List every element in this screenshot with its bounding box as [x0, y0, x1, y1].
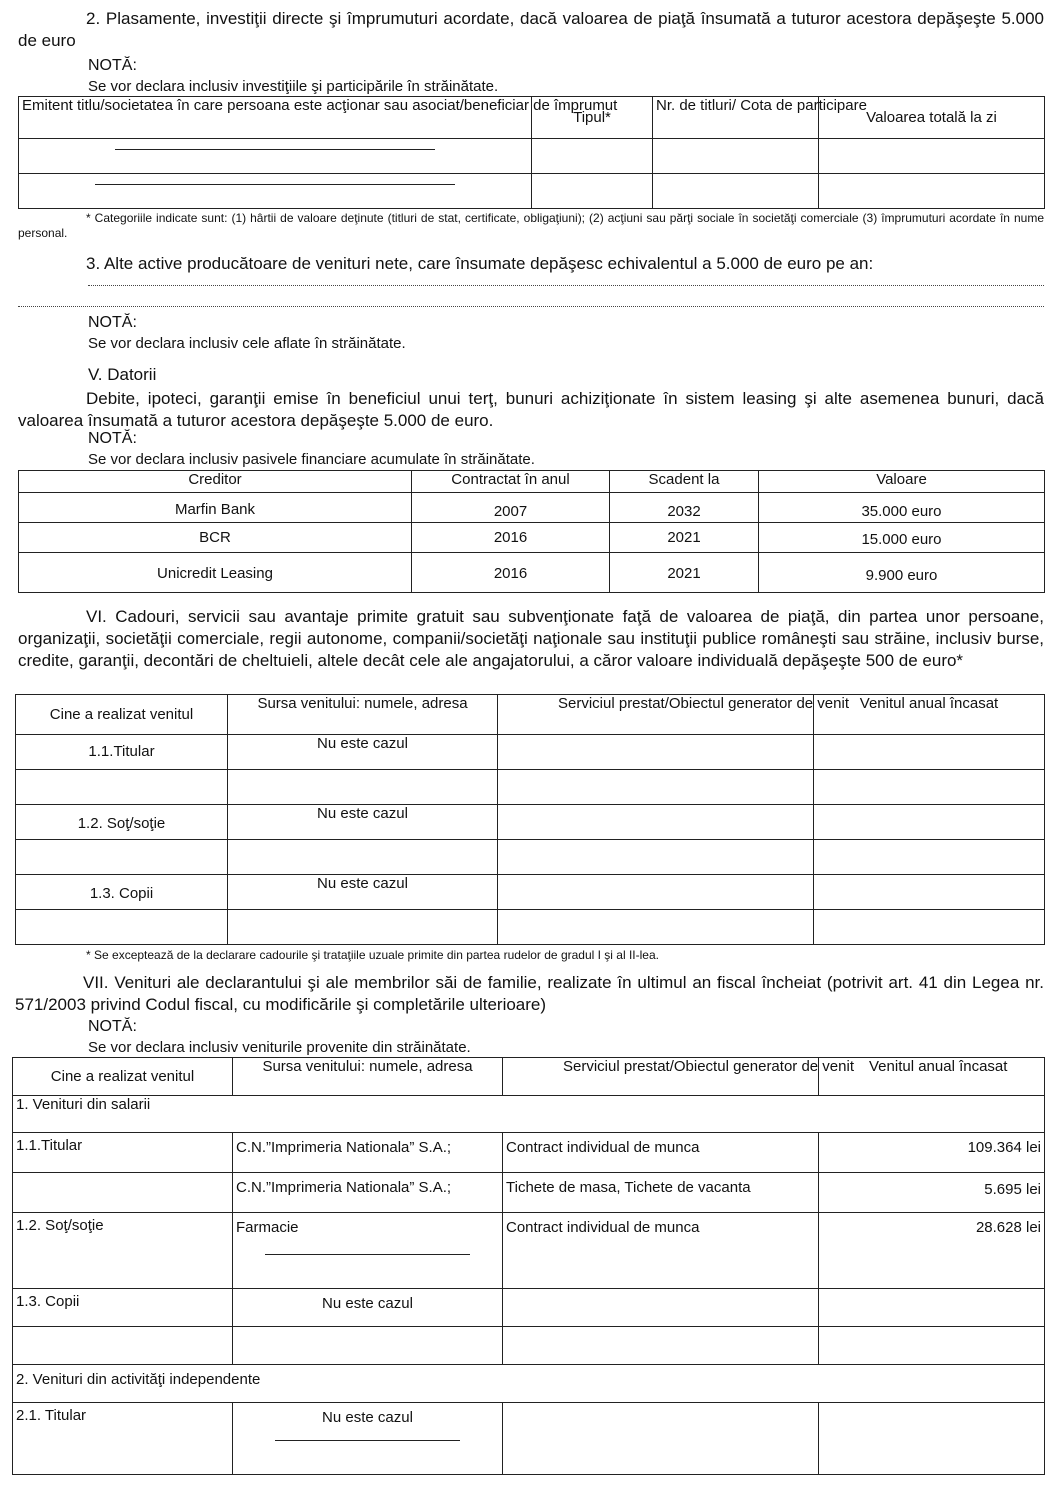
- table-row: [19, 174, 1045, 209]
- section2-nota-text: Se vor declara inclusiv investiţiile şi participările în străinătate.: [88, 78, 499, 95]
- section7-nota-text: Se vor declara inclusiv veniturile provenite din străinătate.: [88, 1039, 471, 1056]
- col-header-income: Venitul anual încasat: [819, 1058, 1045, 1096]
- blank-line: [265, 1254, 470, 1255]
- service-cell: Contract individual de munca: [503, 1133, 819, 1173]
- table-header-row: [16, 695, 1045, 735]
- section6-text: VI. Cadouri, servicii sau avantaje primite gratuit sau subvenţionate faţă de valoarea de piaţă, din partea unor persoane, organizaţii, societăţii comerciale, regii autonome, companii/societăţi naţionale sau instituţii publice româneşti sau străine, inclusiv burse, credite, garanţii, decontări de cheltuieli, altele decât cele ale angajatorului, a căror valoare individuală depăşeşte 500 de euro*: [18, 607, 1044, 670]
- table-cell: [228, 770, 498, 805]
- group-row-independent: [13, 1365, 1045, 1403]
- amount-cell: 109.364 lei: [819, 1133, 1045, 1173]
- table-cell: [233, 1327, 503, 1365]
- table-cell: [19, 139, 532, 174]
- table-row: [19, 493, 1045, 523]
- table-cell: [498, 910, 814, 945]
- blank-line: [115, 149, 435, 150]
- amount-cell: 15.000 euro: [759, 523, 1045, 553]
- section2-heading: 2. Plasamente, investiţii directe şi împrumuturi acordate, dacă valoarea de piaţă însumată a tuturor acestora depăşeşte 5.000 de euro: [18, 9, 1044, 50]
- table-cell: [814, 770, 1045, 805]
- section7-nota-label: NOTĂ:: [88, 1018, 137, 1035]
- dotted-line: [18, 306, 1044, 307]
- table-row: [13, 1133, 1045, 1173]
- col-header-type: Tipul*: [532, 97, 653, 139]
- debts-table: [18, 470, 1045, 593]
- group-label: 2. Venituri din activităţi independente: [13, 1365, 1045, 1403]
- who-cell: 2.1. Titular: [13, 1403, 233, 1475]
- table-cell: [814, 735, 1045, 770]
- col-header-value: Valoarea totală la zi: [819, 97, 1045, 139]
- section2-footnote: * Categoriile indicate sunt: (1) hârtii de valoare deţinute (titluri de stat, certificate, obligaţiuni); (2) acţiuni sau părţi sociale în societăţi comerciale (3) împrumuturi acordate în nume personal.: [18, 211, 1044, 240]
- table-cell: [498, 875, 814, 910]
- service-cell: Tichete de masa, Tichete de vacanta: [503, 1173, 819, 1213]
- table-row: [13, 1403, 1045, 1475]
- dotted-line: [88, 285, 1044, 286]
- table-row: [13, 1173, 1045, 1213]
- section3-nota-text: Se vor declara inclusiv cele aflate în străinătate.: [88, 335, 406, 352]
- due-cell: 2021: [610, 553, 759, 593]
- section5-nota-text: Se vor declara inclusiv pasivele financiare acumulate în străinătate.: [88, 451, 535, 468]
- table-row: [16, 840, 1045, 875]
- amount-cell: 28.628 lei: [819, 1213, 1045, 1289]
- section3-heading: 3. Alte active producătoare de venituri nete, care însumate depăşesc echivalentul a 5.000 de euro pe an:: [86, 254, 874, 273]
- who-cell: 1.2. Soţ/soţie: [13, 1213, 233, 1289]
- source-cell: Nu este cazul: [228, 805, 498, 840]
- table-row: [16, 875, 1045, 910]
- col-header-shares: Nr. de titluri/ Cota de participare: [653, 97, 819, 139]
- who-cell: 1.3. Copii: [13, 1289, 233, 1327]
- who-cell: 1.1.Titular: [13, 1133, 233, 1173]
- col-header-creditor: Creditor: [19, 471, 412, 493]
- table-row: [16, 770, 1045, 805]
- table-cell: [814, 805, 1045, 840]
- section5-nota-label: NOTĂ:: [88, 430, 137, 447]
- amount-cell: 9.900 euro: [759, 553, 1045, 593]
- creditor-cell: Unicredit Leasing: [19, 553, 412, 593]
- blank-line: [95, 184, 455, 185]
- table-cell: [19, 174, 532, 209]
- col-header-service: Serviciul prestat/Obiectul generator de venit: [503, 1058, 819, 1096]
- table-cell: [532, 139, 653, 174]
- service-cell: Contract individual de munca: [503, 1213, 819, 1289]
- income-table: [12, 1057, 1045, 1475]
- section2-nota-label: NOTĂ:: [88, 57, 137, 74]
- table-cell: [498, 770, 814, 805]
- source-cell: C.N.”Imprimeria Nationala” S.A.;: [233, 1173, 503, 1213]
- table-cell: [653, 174, 819, 209]
- source-cell: Nu este cazul: [228, 875, 498, 910]
- who-cell: 1.1.Titular: [16, 735, 228, 770]
- col-header-who: Cine a realizat venitul: [13, 1058, 233, 1096]
- table-row: [13, 1327, 1045, 1365]
- section7-text: VII. Venituri ale declarantului şi ale membrilor săi de familie, realizate în ultimul an fiscal încheiat (potrivit art. 41 din Legea nr. 571/2003 privind Codul fiscal, cu modificările şi completările ulterioare): [15, 973, 1044, 1014]
- creditor-cell: BCR: [19, 523, 412, 553]
- year-cell: 2016: [412, 553, 610, 593]
- group-row-salaries: [13, 1096, 1045, 1133]
- due-cell: 2032: [610, 493, 759, 523]
- source-cell: Nu este cazul: [233, 1289, 503, 1327]
- table-row: [16, 910, 1045, 945]
- table-row: [19, 139, 1045, 174]
- table-cell: [819, 1403, 1045, 1475]
- table-row: [16, 805, 1045, 840]
- table-header-row: [13, 1058, 1045, 1096]
- table-header-row: [19, 471, 1045, 493]
- col-header-year: Contractat în anul: [412, 471, 610, 493]
- col-header-due: Scadent la: [610, 471, 759, 493]
- col-header-income: Venitul anual încasat: [814, 695, 1045, 735]
- blank-line: [275, 1440, 460, 1441]
- table-header-row: [19, 97, 1045, 139]
- source-text: Nu este cazul: [322, 1409, 413, 1426]
- investments-table: [18, 96, 1045, 209]
- table-cell: [532, 174, 653, 209]
- table-cell: [814, 910, 1045, 945]
- source-cell: Nu este cazul: [228, 735, 498, 770]
- table-cell: [228, 910, 498, 945]
- table-row: [19, 553, 1045, 593]
- source-cell: C.N.”Imprimeria Nationala” S.A.;: [233, 1133, 503, 1173]
- section6-footnote: * Se exceptează de la declarare cadourile şi trataţiile uzuale primite din partea rudelor de gradul I şi al II-lea.: [86, 948, 659, 962]
- table-row: [13, 1213, 1045, 1289]
- col-header-service: Serviciul prestat/Obiectul generator de venit: [498, 695, 814, 735]
- who-cell: 1.2. Soţ/soţie: [16, 805, 228, 840]
- col-header-amount: Valoare: [759, 471, 1045, 493]
- table-cell: [16, 910, 228, 945]
- table-cell: [16, 840, 228, 875]
- who-cell: 1.3. Copii: [16, 875, 228, 910]
- source-cell: [233, 1213, 503, 1289]
- due-cell: 2021: [610, 523, 759, 553]
- table-row: [13, 1289, 1045, 1327]
- creditor-cell: Marfin Bank: [19, 493, 412, 523]
- year-cell: 2007: [412, 493, 610, 523]
- table-cell: [503, 1327, 819, 1365]
- source-text: Farmacie: [236, 1219, 299, 1236]
- table-cell: [819, 139, 1045, 174]
- col-header-source: Sursa venitului: numele, adresa: [228, 695, 498, 735]
- table-cell: [814, 875, 1045, 910]
- section3-nota-label: NOTĂ:: [88, 314, 137, 331]
- col-header-who: Cine a realizat venitul: [16, 695, 228, 735]
- group-label: 1. Venituri din salarii: [13, 1096, 1045, 1133]
- table-cell: [16, 770, 228, 805]
- amount-cell: 35.000 euro: [759, 493, 1045, 523]
- amount-cell: 5.695 lei: [819, 1173, 1045, 1213]
- table-cell: [228, 840, 498, 875]
- col-header-source: Sursa venitului: numele, adresa: [233, 1058, 503, 1096]
- source-cell: [233, 1403, 503, 1475]
- table-cell: [498, 840, 814, 875]
- table-cell: [814, 840, 1045, 875]
- table-cell: [498, 735, 814, 770]
- table-cell: [653, 139, 819, 174]
- section5-title: V. Datorii: [88, 365, 157, 384]
- section5-text: Debite, ipoteci, garanţii emise în beneficiul unui terţ, bunuri achiziţionate în sistem leasing şi alte asemenea bunuri, dacă valoarea însumată a tuturor acestora depăşeşte 5.000 de euro.: [18, 389, 1044, 430]
- table-cell: [819, 1327, 1045, 1365]
- table-cell: [498, 805, 814, 840]
- year-cell: 2016: [412, 523, 610, 553]
- gifts-table: [15, 694, 1045, 945]
- col-header-issuer: Emitent titlu/societatea în care persoana este acţionar sau asociat/beneficiar de împrumut: [19, 97, 532, 139]
- table-row: [19, 523, 1045, 553]
- table-cell: [503, 1289, 819, 1327]
- table-cell: [13, 1173, 233, 1213]
- table-cell: [819, 1289, 1045, 1327]
- table-cell: [13, 1327, 233, 1365]
- table-row: [16, 735, 1045, 770]
- table-cell: [819, 174, 1045, 209]
- table-cell: [503, 1403, 819, 1475]
